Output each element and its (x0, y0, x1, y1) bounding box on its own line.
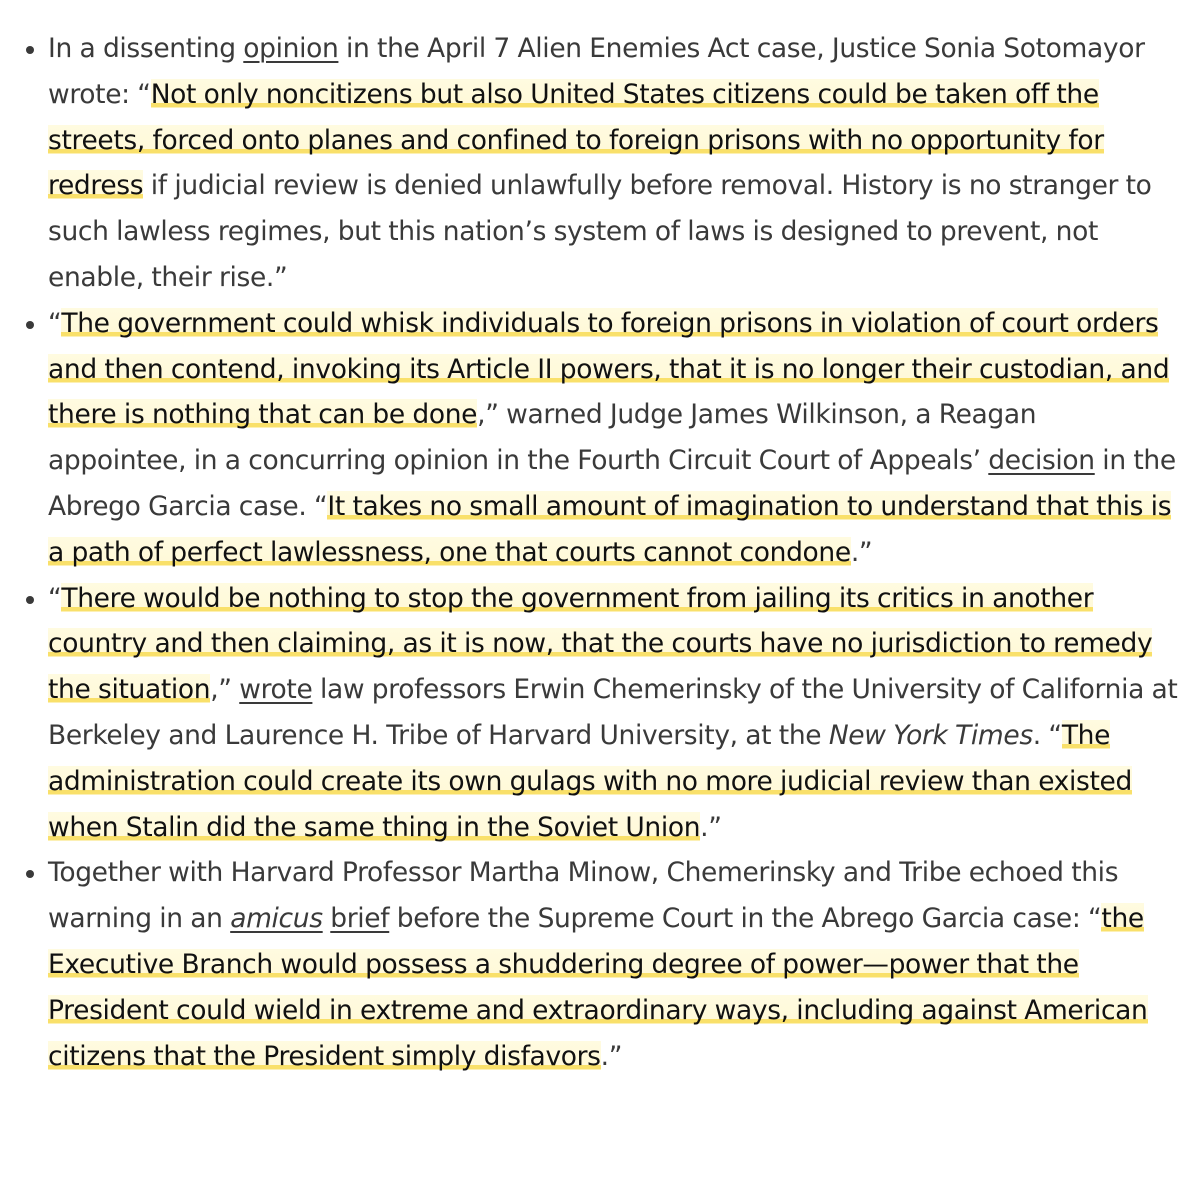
publication-name: New York Times (828, 719, 1033, 751)
highlighted-quote: the Executive Branch would possess a shuddering degree of power—power that the President could wield in extreme and extraordinary ways, including against American citizens that the President simply disfavors (48, 903, 1148, 1072)
list-item-chemerinsky-tribe (48, 576, 1180, 851)
item-text: in the Abrego Garcia case. “ (48, 445, 1176, 522)
highlighted-quote: The government could whisk individuals to foreign prisons in violation of court orders and then contend, invoking its Article II powers, that it is no longer their custodian, and there is nothing that can be done (48, 307, 1170, 431)
item-text: . “ (1032, 719, 1062, 751)
bullet-icon (26, 870, 34, 878)
brief-link[interactable]: brief (330, 903, 390, 935)
opinion-link[interactable]: opinion (243, 33, 339, 64)
item-text: law professors Erwin Chemerinsky of the University of California at Berkeley and Laurence H. Tribe of Harvard University, at the (48, 674, 1178, 751)
list-item-amicus-brief (48, 850, 1180, 1079)
item-text: “ (48, 307, 62, 339)
bullet-icon (26, 596, 34, 604)
list-item-wilkinson (48, 301, 1180, 576)
highlighted-quote: Not only noncitizens but also United States citizens could be taken off the streets, forced onto planes and confined to foreign prisons with no opportunity for redress (48, 78, 1104, 202)
bullet-icon (26, 321, 34, 329)
highlighted-quote: It takes no small amount of imagination to understand that this is a path of perfect lawlessness, one that courts cannot condone (48, 490, 1172, 568)
highlighted-quote: There would be nothing to stop the government from jailing its critics in another country and then claiming, as it is now, that the courts have no jurisdiction to remedy the situation (48, 582, 1153, 706)
item-text: in the April 7 Alien Enemies Act case, Justice Sonia Sotomayor wrote: “ (48, 33, 1145, 110)
item-text: ,” (210, 674, 240, 706)
item-text: .” (850, 536, 873, 568)
item-text: .” (700, 811, 722, 843)
amicus-link[interactable]: amicus (230, 903, 323, 935)
quote-list (48, 26, 1180, 1079)
item-text: before the Supreme Court in the Abrego Garcia case: “ (389, 903, 1102, 935)
item-text: “ (48, 582, 62, 614)
item-text: In a dissenting (48, 33, 244, 64)
item-text: .” (600, 1040, 623, 1072)
highlighted-quote: The administration could create its own gulags with no more judicial review than existed when Stalin did the same thing in the Soviet Union (48, 719, 1132, 843)
bullet-icon (26, 46, 34, 54)
item-text: if judicial review is denied unlawfully before removal. History is no stranger to such lawless regimes, but this nation’s system of laws is designed to prevent, not enable, their rise.” (48, 170, 1152, 293)
decision-link[interactable]: decision (988, 445, 1095, 477)
list-item-sotomayor (48, 26, 1180, 301)
item-text: ,” warned Judge James Wilkinson, a Reagan appointee, in a concurring opinion in the Fourth Circuit Court of Appeals’ (48, 399, 1037, 477)
item-text: Together with Harvard Professor Martha Minow, Chemerinsky and Tribe echoed this warning in an (48, 857, 1119, 935)
wrote-link[interactable]: wrote (239, 674, 313, 706)
